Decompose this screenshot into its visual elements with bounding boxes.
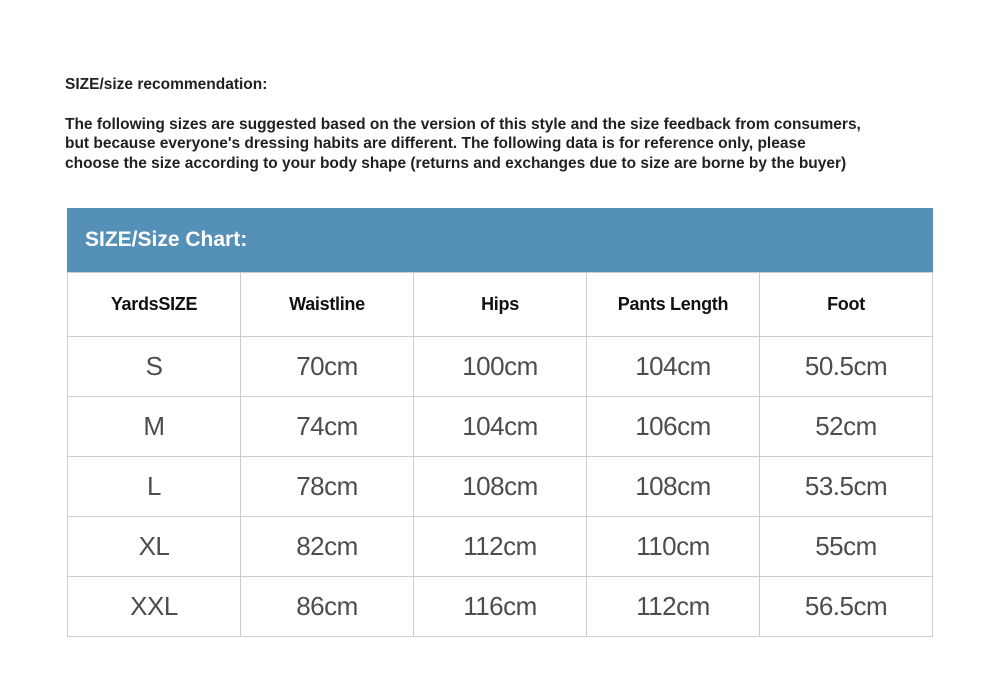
table-row [68,337,933,397]
size-chart-title-bar [67,208,933,272]
table-row [68,577,933,637]
measurement-cell: 104cm [414,397,587,457]
measurement-cell: 50.5cm [760,337,933,397]
size-note-line: but because everyone's dressing habits are different. The following data is for reference only, please [65,135,806,153]
measurement-cell: 55cm [760,517,933,577]
measurement-cell: 116cm [414,577,587,637]
size-label-cell: S [68,337,241,397]
column-header-hips: Hips [414,273,587,337]
measurement-cell: 78cm [241,457,414,517]
measurement-cell: 106cm [587,397,760,457]
size-note-line: The following sizes are suggested based on the version of this style and the size feedback from consumers, [65,116,861,133]
page-title: SIZE/size recommendation: [65,76,268,93]
header-row [68,273,933,337]
measurement-cell: 53.5cm [760,457,933,517]
size-label-cell: XXL [68,577,241,637]
measurement-cell: 56.5cm [760,577,933,637]
size-table [67,272,933,637]
size-note-line: choose the size according to your body shape (returns and exchanges due to size are borne by the buyer) [65,154,847,172]
column-header-pants-length: Pants Length [587,273,760,337]
measurement-cell: 110cm [587,517,760,577]
size-table-body [68,337,933,637]
measurement-cell: 86cm [241,577,414,637]
column-header-size: YardsSIZE [68,273,241,337]
column-header-waistline: Waistline [241,273,414,337]
measurement-cell: 70cm [241,337,414,397]
measurement-cell: 108cm [587,457,760,517]
table-row [68,517,933,577]
measurement-cell: 52cm [760,397,933,457]
measurement-cell: 82cm [241,517,414,577]
size-chart-title: SIZE/Size Chart: [85,228,248,251]
measurement-cell: 74cm [241,397,414,457]
measurement-cell: 112cm [414,517,587,577]
measurement-cell: 112cm [587,577,760,637]
size-label-cell: L [68,457,241,517]
table-row [68,457,933,517]
size-note [65,115,950,173]
measurement-cell: 108cm [414,457,587,517]
column-header-foot: Foot [760,273,933,337]
measurement-cell: 100cm [414,337,587,397]
size-table-header [68,273,933,337]
size-label-cell: XL [68,517,241,577]
measurement-cell: 104cm [587,337,760,397]
size-label-cell: M [68,397,241,457]
table-row [68,397,933,457]
